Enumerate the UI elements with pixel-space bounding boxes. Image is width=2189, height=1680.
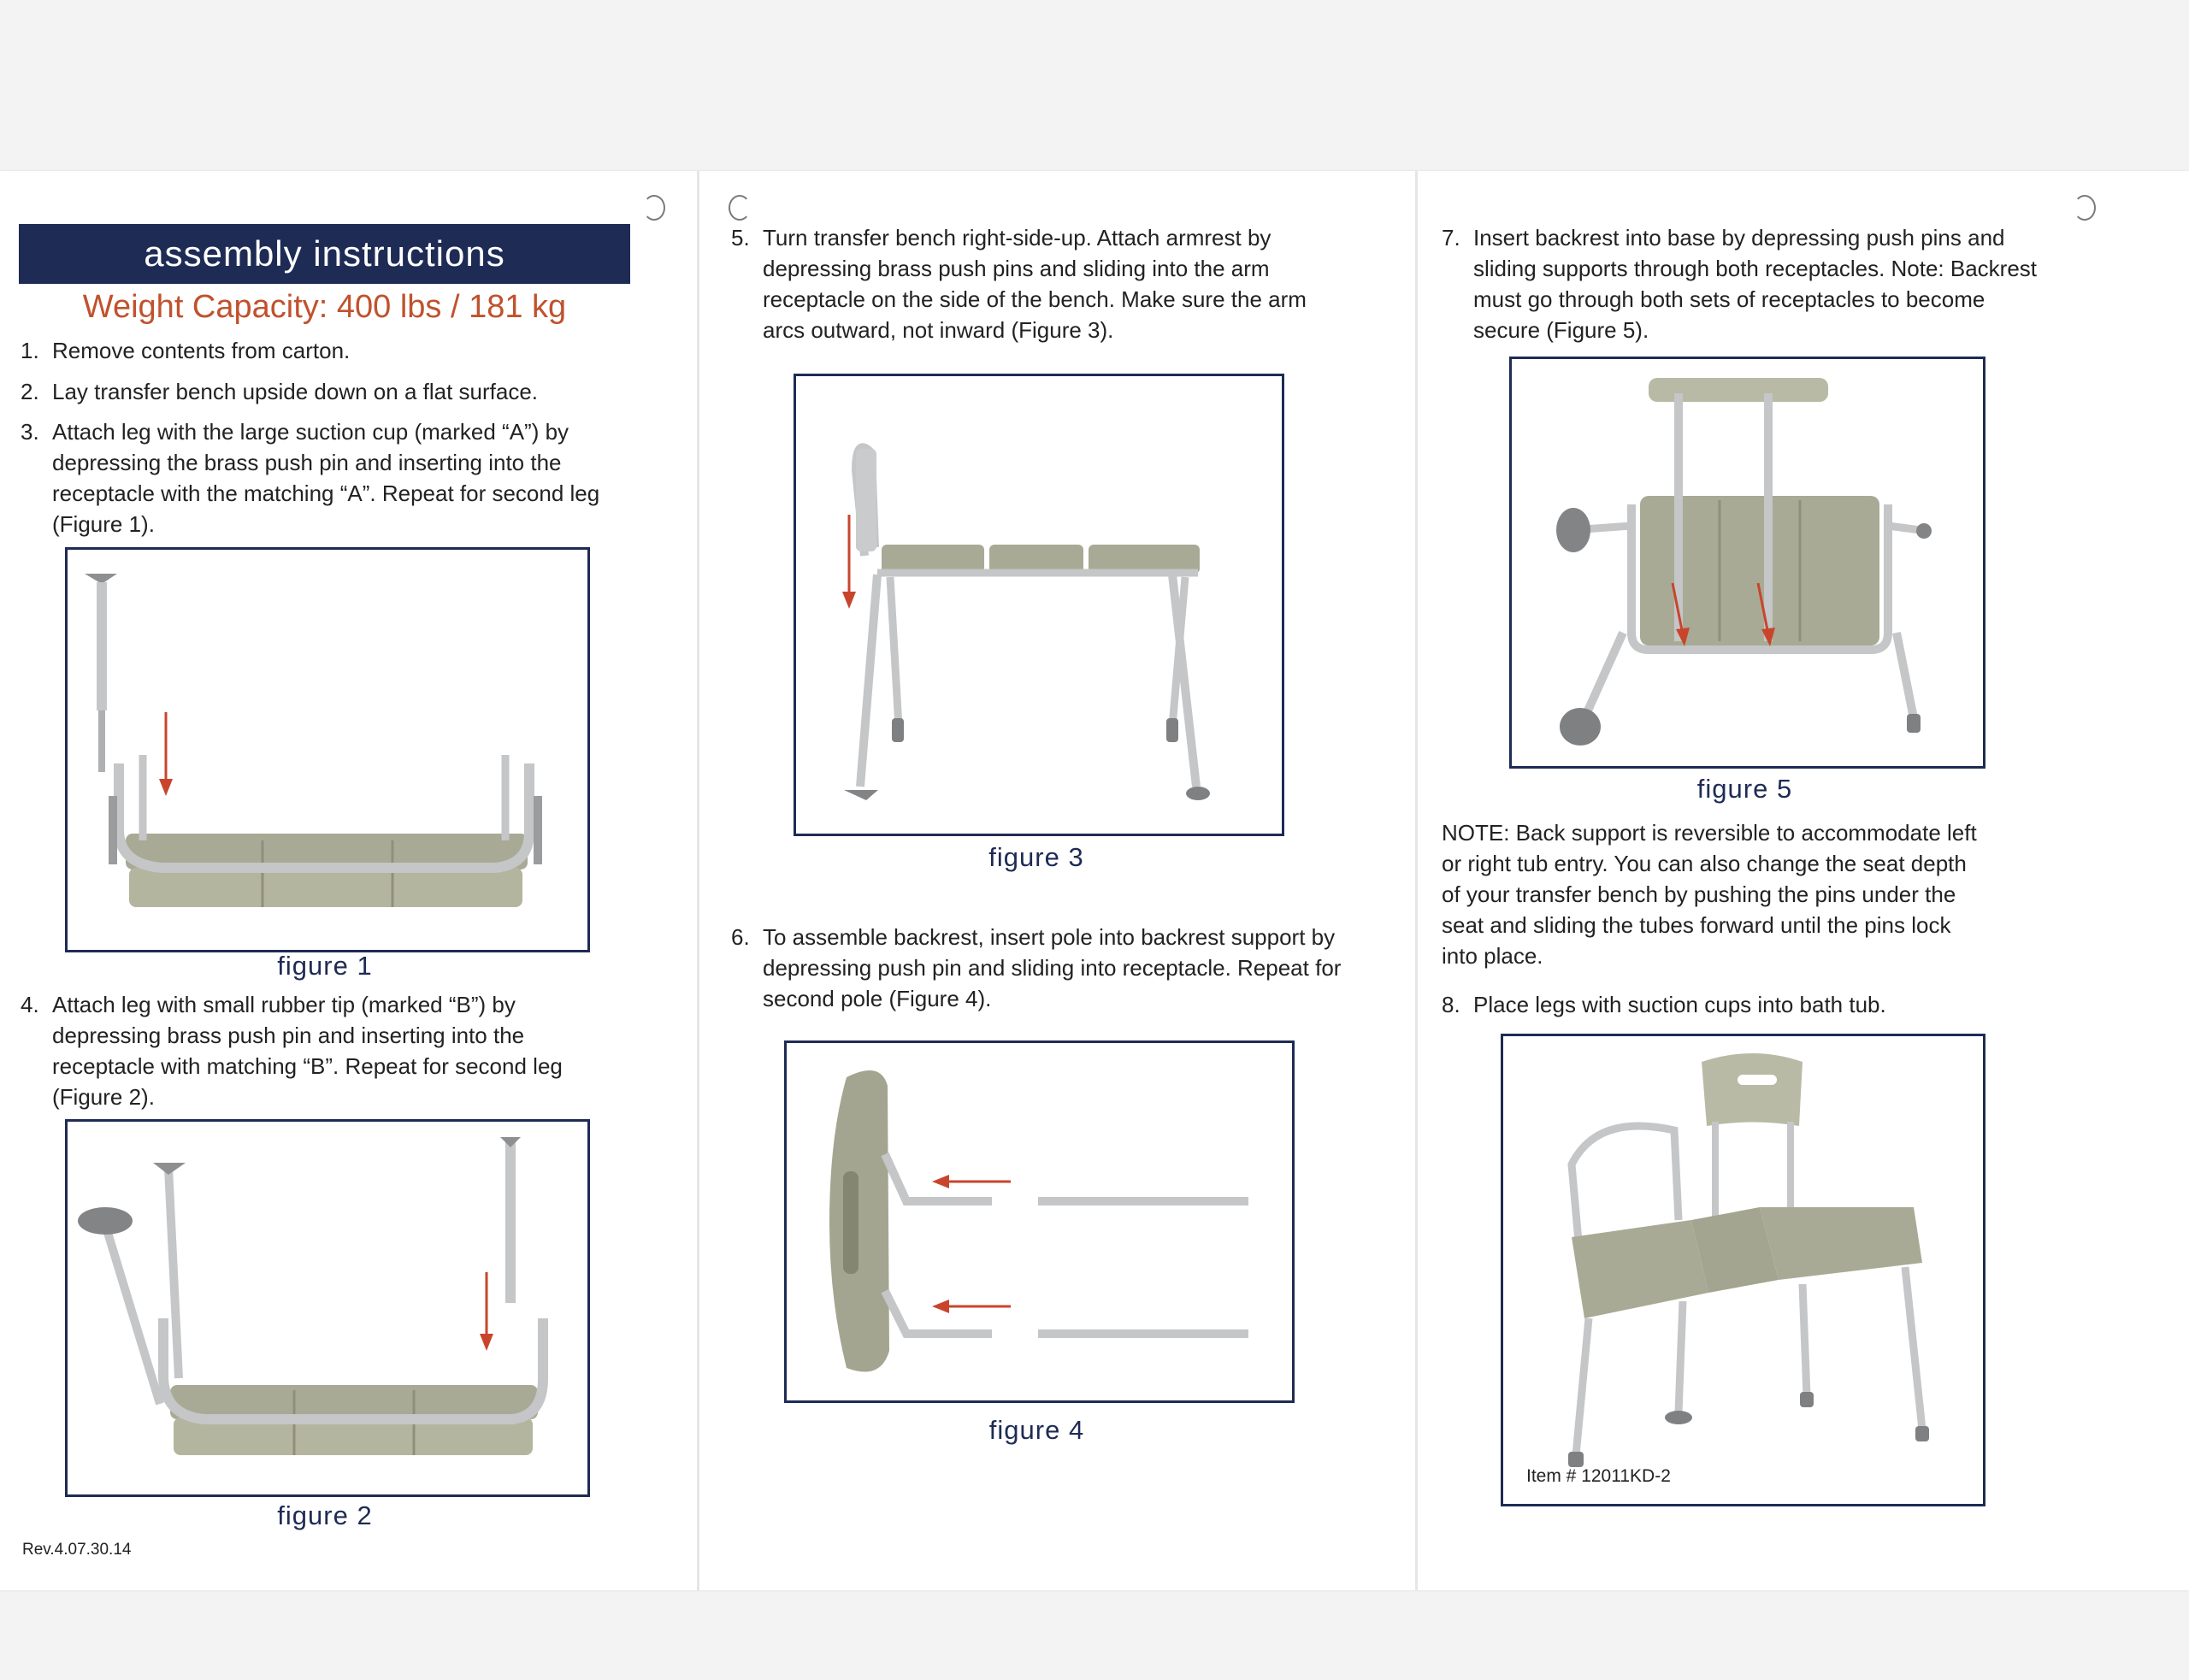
step-number: 8.: [1442, 992, 1460, 1017]
revision-code: Rev.4.07.30.14: [22, 1541, 132, 1559]
assembled-bench-illustration: [1503, 1036, 1983, 1504]
punch-hole-mark: [729, 195, 751, 221]
step-4: [21, 989, 619, 1112]
step-5: [731, 222, 1347, 345]
figure-2-box: [65, 1119, 590, 1497]
step-3: [21, 416, 619, 539]
step-number: 4.: [21, 992, 39, 1017]
punch-hole-mark: [643, 195, 665, 221]
step-text: Turn transfer bench right-side-up. Attach armrest by depressing brass push pins and sliding into the arm receptacle on the side of the bench. Make sure the arm arcs outward, not inward (Figure 3).: [763, 225, 1307, 343]
figure-5-box: [1509, 357, 1985, 769]
step-7: [1442, 222, 2057, 345]
step-number: 1.: [21, 338, 39, 363]
step-6: [731, 922, 1347, 1014]
step-number: 2.: [21, 379, 39, 404]
note-text: NOTE: Back support is reversible to accommodate left or right tub entry. You can also change the seat depth of your transfer bench by pushing the pins under the seat and sliding the tubes forward until the pins lock into place.: [1442, 820, 1977, 969]
step-number: 7.: [1442, 225, 1460, 251]
fold-line-left: [697, 171, 699, 1590]
weight-capacity: Weight Capacity: 400 lbs / 181 kg: [82, 289, 567, 325]
figure-2-caption: figure 2: [277, 1500, 373, 1530]
backrest-poles-illustration: [787, 1043, 1292, 1400]
page-title: assembly instructions: [19, 224, 630, 284]
step-text: Remove contents from carton.: [52, 338, 351, 363]
step-number: 3.: [21, 419, 39, 445]
step-text: Attach leg with the large suction cup (marked “A”) by depressing the brass push pin and inserting into the receptacle with the matching “A”. Repeat for second leg (Figure 1).: [52, 419, 600, 537]
step-text: Insert backrest into base by depressing push pins and sliding supports through both receptacles. Note: Backrest must go through both sets of receptacles to become secure (Figure 5).: [1473, 225, 2038, 343]
step-number: 5.: [731, 225, 750, 251]
figure-3-box: [794, 374, 1284, 836]
step-text: Lay transfer bench upside down on a flat surface.: [52, 379, 539, 404]
punch-hole-mark: [2074, 195, 2096, 221]
figure-3-caption: figure 3: [988, 842, 1084, 872]
step-text: Place legs with suction cups into bath tub.: [1473, 992, 1886, 1017]
step-8: [1442, 989, 2057, 1020]
final-bench-figure-box: [1501, 1034, 1985, 1506]
bench-upside-down-leg-a-illustration: [68, 550, 587, 950]
bench-upside-down-leg-b-illustration: [68, 1122, 587, 1494]
figure-1-caption: figure 1: [277, 951, 373, 981]
figure-1-box: [65, 547, 590, 952]
figure-5-caption: figure 5: [1696, 774, 1793, 804]
figure-4-caption: figure 4: [988, 1415, 1085, 1445]
backrest-insert-illustration: [1512, 359, 1983, 766]
step-2: [21, 376, 619, 407]
step-number: 6.: [731, 924, 750, 950]
item-number: Item # 12011KD-2: [1526, 1466, 1671, 1486]
bench-with-armrest-illustration: [796, 376, 1282, 834]
fold-line-right: [1415, 171, 1418, 1590]
step-1: [21, 335, 619, 366]
step-text: Attach leg with small rubber tip (marked “B”) by depressing brass push pin and inserting into the receptacle with matching “B”. Repeat for second leg (Figure 2).: [52, 992, 563, 1110]
figure-4-box: [784, 1040, 1295, 1403]
step-text: To assemble backrest, insert pole into backrest support by depressing push pin and sliding into receptacle. Repeat for second pole (Figure 4).: [763, 924, 1342, 1011]
